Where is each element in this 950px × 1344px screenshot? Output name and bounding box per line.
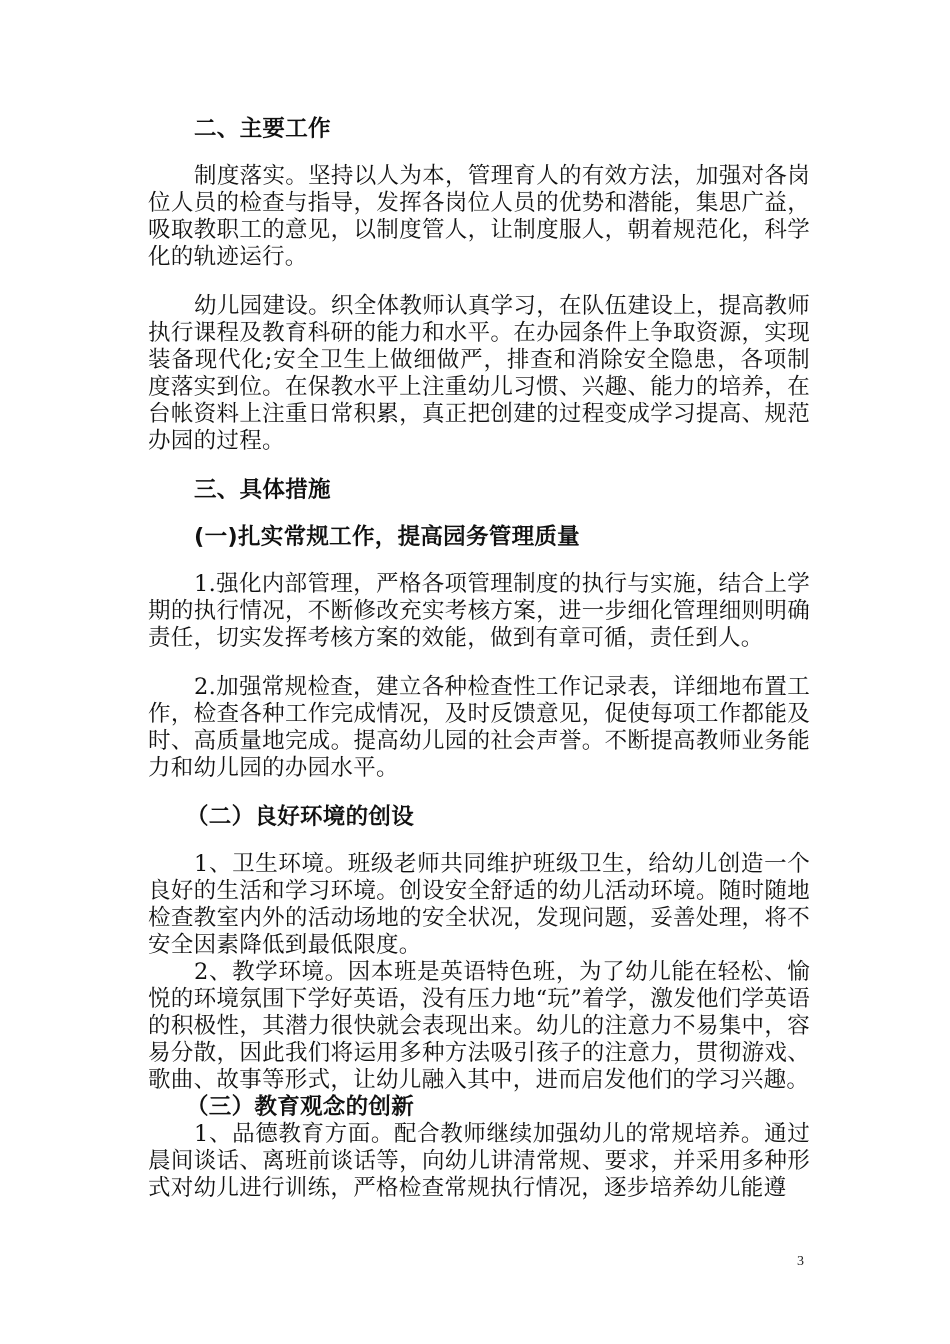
paragraph-internal-management: 1.强化内部管理，严格各项管理制度的执行与实施，结合上学期的执行情况，不断修改充实考核方案，进一步细化管理细则明确责任，切实发挥考核方案的效能，做到有章可循，责任到人。: [148, 571, 810, 651]
paragraph-system-implementation: 制度落实。坚持以人为本，管理育人的有效方法，加强对各岗位人员的检查与指导，发挥各岗位人员的优势和潜能，集思广益，吸取教职工的意见，以制度管人，让制度服人，朝着规范化，科学化的轨迹运行。: [148, 163, 810, 270]
subheading-environment: （二）良好环境的创设: [186, 804, 415, 830]
heading-specific-measures: 三、具体措施: [194, 477, 331, 503]
subheading-education-innovation: （三）教育观念的创新: [186, 1094, 415, 1120]
paragraph-routine-inspection: 2.加强常规检查，建立各种检查性工作记录表，详细地布置工作，检查各种工作完成情况，及时反馈意见，促使每项工作都能及时、高质量地完成。提高幼儿园的社会声誉。不断提高教师业务能力和幼儿园的办园水平。: [148, 674, 810, 781]
paragraph-moral-education: 1、品德教育方面。配合教师继续加强幼儿的常规培养。通过晨间谈话、离班前谈话等，向幼儿讲清常规、要求，并采用多种形式对幼儿进行训练，严格检查常规执行情况，逐步培养幼儿能遵: [148, 1121, 810, 1201]
subheading-routine-work: (一)扎实常规工作，提高园务管理质量: [194, 524, 580, 550]
paragraph-kindergarten-construction: 幼儿园建设。织全体教师认真学习，在队伍建设上，提高教师执行课程及教育科研的能力和水平。在办园条件上争取资源，实现装备现代化;安全卫生上做细做严，排查和消除安全隐患，各项制度落实到位。在保教水平上注重幼儿习惯、兴趣、能力的培养，在台帐资料上注重日常积累，真正把创建的过程变成学习提高、规范办园的过程。: [148, 293, 810, 454]
heading-main-work: 二、主要工作: [194, 116, 331, 142]
document-body: [148, 116, 810, 1202]
paragraph-teaching-environment: 2、教学环境。因本班是英语特色班，为了幼儿能在轻松、愉悦的环境氛围下学好英语，没有压力地“玩”着学，激发他们学英语的积极性，其潜力很快就会表现出来。幼儿的注意力不易集中，容易分散，因此我们将运用多种方法吸引孩子的注意力，贯彻游戏、歌曲、故事等形式，让幼儿融入其中，进而启发他们的学习兴趣。: [148, 959, 811, 1093]
paragraph-hygiene-environment: 1、卫生环境。班级老师共同维护班级卫生，给幼儿创造一个良好的生活和学习环境。创设安全舒适的幼儿活动环境。随时随地检查教室内外的活动场地的安全状况，发现问题，妥善处理，将不安全因素降低到最低限度。: [148, 851, 810, 958]
page-number: 3: [797, 1254, 804, 1269]
